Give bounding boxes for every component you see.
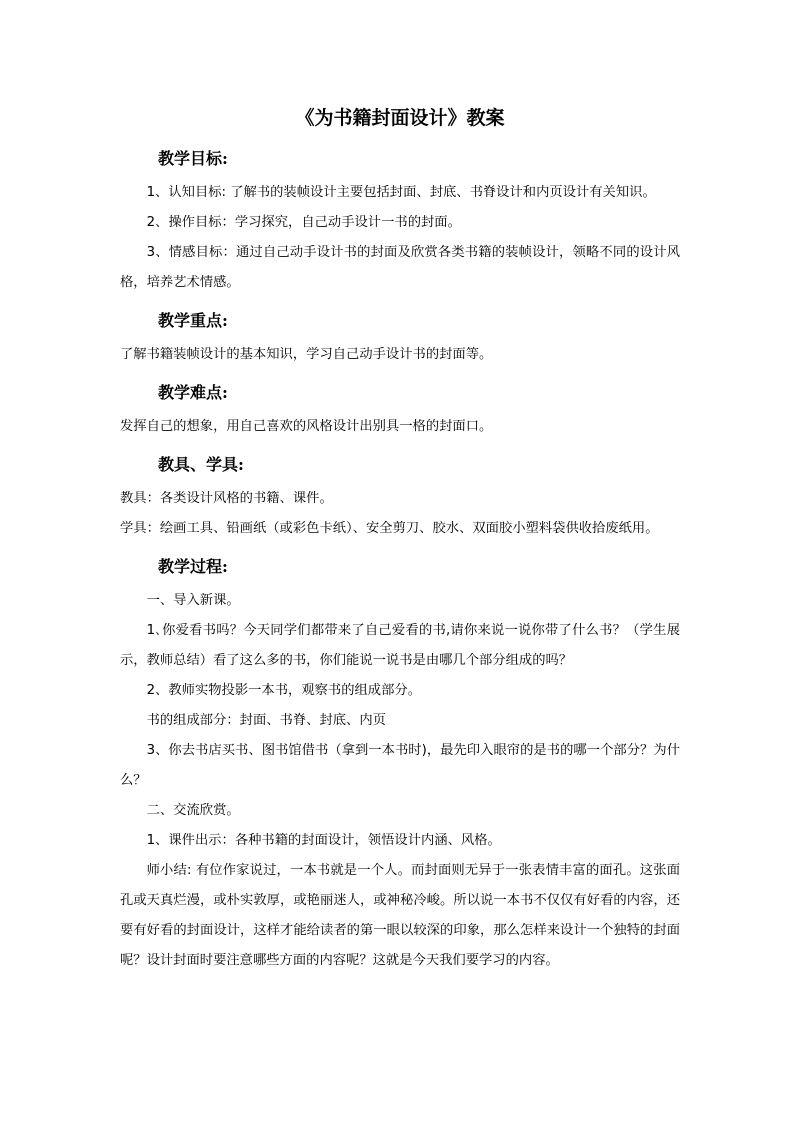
section-difficulties [120, 380, 680, 442]
section-heading: 教学目标: [158, 149, 228, 168]
paragraph: 1、认知目标: 了解书的装帧设计主要包括封面、封底、书脊设计和内页设计有关知识。 [146, 185, 656, 200]
paragraph: 二、交流欣赏。 [146, 803, 240, 818]
paragraph: 2、操作目标：学习探究，自己动手设计一书的封面。 [146, 215, 461, 230]
section-teaching-process [120, 554, 680, 976]
section-key-points [120, 308, 680, 370]
paragraph: 学具：绘画工具、铅画纸（或彩色卡纸）、安全剪刀、胶水、双面胶小塑料袋供收拾废纸用。 [120, 521, 659, 536]
paragraph: 发挥自己的想象，用自己喜欢的风格设计出别具一格的封面口。 [120, 419, 493, 434]
paragraph: 2、教师实物投影一本书，观察书的组成部分。 [146, 683, 421, 698]
paragraph: 师小结: 有位作家说过，一本书就是一个人。而封面则无异于一张表情丰富的面孔。这张面孔或天真烂漫，或朴实敦厚，或艳丽迷人，或神秘冷峻。所以说一本书不仅仅有好看的内容，还要有好看的封面设计，这样才能给读者的第一眼以较深的印象，那么怎样来设计一个独特的封面呢？设计封面时要注意哪些方面的内容呢？这就是今天我们要学习的内容。 [120, 863, 680, 968]
paragraph: 了解书籍装帧设计的基本知识，学习自己动手设计书的封面等。 [120, 347, 493, 362]
document-page [120, 104, 680, 976]
section-heading: 教学过程: [158, 557, 228, 576]
paragraph: 一、导入新课。 [146, 593, 240, 608]
section-heading: 教具、学具: [158, 455, 244, 474]
paragraph: 1､你爱看书吗？今天同学们都带来了自己爱看的书,请你来说一说你带了什么书？（学生展示，教师总结）看了这么多的书，你们能说一说书是由哪几个部分组成的吗？ [120, 623, 680, 668]
paragraph: 3、情感目标：通过自己动手设计书的封面及欣赏各类书籍的装帧设计，领略不同的设计风格，培养艺术情感。 [120, 245, 680, 290]
paragraph: 1、课件出示：各种书籍的封面设计，领悟设计内涵、风格。 [146, 833, 501, 848]
document-title: 《为书籍封面设计》教案 [295, 107, 505, 129]
section-teaching-objectives [120, 146, 680, 298]
paragraph: 3、你去书店买书、图书馆借书（拿到一本书时)，最先印入眼帘的是书的哪一个部分？为什么？ [120, 743, 680, 788]
paragraph: 教具：各类设计风格的书籍、课件。 [120, 491, 333, 506]
paragraph: 书的组成部分：封面、书脊、封底、内页 [146, 713, 386, 728]
section-heading: 教学难点: [158, 383, 228, 402]
section-heading: 教学重点: [158, 311, 228, 330]
section-teaching-aids [120, 452, 680, 544]
